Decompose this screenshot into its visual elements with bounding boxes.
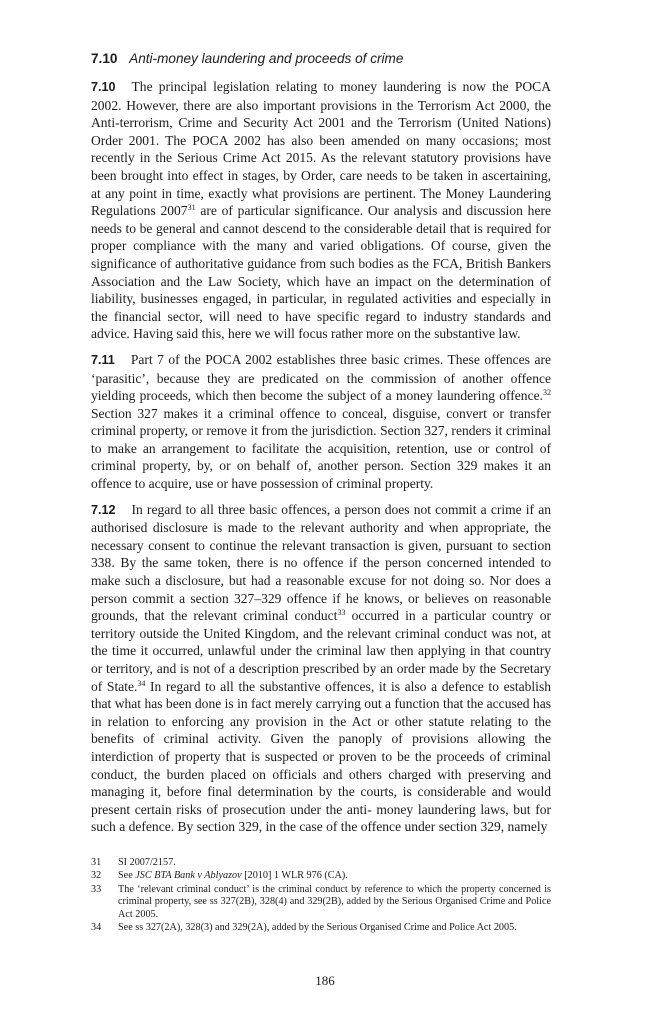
paragraph-number: 7.10: [91, 80, 116, 94]
paragraph-text: occurred in a particular country or territory outside the United Kingdom, and the relevant criminal conduct was not, at the time it occurred, unlawful under the criminal law then applying in that country or territory, and is not of a description prescribed by an order made by the Secretary of State.: [91, 608, 551, 694]
footnotes: [91, 857, 551, 935]
case-name: JSC BTA Bank v Ablyazov: [135, 870, 242, 882]
footnote-text-part: The ‘relevant criminal conduct’ is the criminal conduct by reference to which the property concerned is criminal property, see ss 327(2B), 328(4) and 329(2B), added by the Serious Organised Crime and Police Act 2005.: [118, 883, 551, 920]
paragraph-text: In regard to all three basic offences, a person does not commit a crime if an authorised disclosure is made to the relevant authority and when appropriate, the necessary consent to continue the relevant transaction is given, pursuant to section 338. By the same token, there is no offence if the person concerned intended to make such a disclosure, but had a reasonable excuse for not doing so. Nor does a person commit a section 327–329 offence if he knows, or believes on reasonable grounds, that the relevant criminal conduct: [91, 501, 551, 624]
page-number: 186: [315, 973, 335, 988]
section-heading: [91, 49, 551, 69]
footnote-text: [118, 857, 551, 869]
paragraph-7-11: [91, 351, 551, 493]
paragraph-number: 7.11: [91, 352, 115, 367]
footnote-text-part: See ss 327(2A), 328(3) and 329(2A), added by the Serious Organised Crime and Police Act 2005.: [118, 922, 517, 934]
footnote-number: 33: [91, 883, 102, 895]
paragraph-text: In regard to all the substantive offences, it is also a defence to establish that what has been done is in fact merely carrying out a function that the accused has in relation to enforcing any provision in the Act or other statute relating to the benefits of criminal activity. Given the panoply of provisions allowing the interdiction of property that is suspected or proven to be the proceeds of criminal conduct, the burden placed on officials and others charged with preserving and managing it, before final determination by the courts, is considerable and would present certain risks of prosecution under the anti- money laundering laws, but for such a defence. By section 329, in the case of the offence under section 329, namely: [91, 678, 551, 835]
footnote-31: [91, 857, 551, 869]
footnote-text: [118, 884, 551, 921]
footnote-32: [91, 870, 551, 882]
section-heading-number: 7.10: [91, 51, 118, 66]
footnote-ref: 31: [187, 203, 196, 213]
footnote-text-part: See: [118, 870, 136, 882]
paragraph-text: Part 7 of the POCA 2002 establishes three basic crimes. These offences are ‘parasitic’, because they are predicated on the commission of another offence yielding proceeds, which then become the subject of a money laundering offence.: [91, 351, 551, 404]
footnote-ref: 33: [337, 608, 346, 618]
footnote-number: 31: [91, 857, 102, 868]
footnote-text-part: [2010] 1 WLR 976 (CA).: [241, 870, 348, 882]
paragraph-number: 7.12: [91, 502, 116, 517]
paragraph-text: Section 327 makes it a criminal offence to conceal, disguise, convert or transfer criminal property, or remove it from the jurisdiction. Section 327, renders it criminal to make an arrangement to facilitate the acquisition, retention, use or control of criminal property, by, or on behalf of, another person. Section 329 makes it an offence to acquire, use or have possession of criminal property.: [91, 405, 551, 492]
footnote-number: 32: [91, 870, 102, 882]
paragraph-text: The principal legislation relating to money laundering is now the POCA 2002. However, there are also important provisions in the Terrorism Act 2000, the Anti-terrorism, Crime and Security Act 2001 and the Terrorism (United Nations) Order 2001. The POCA 2002 has also been amended on many occasions; most recently in the Serious Crime Act 2015. As the relevant statutory provisions have been brought into effect in stages, by Order, care needs to be taken in ascertaining, at any point in time, exactly what provisions are pertinent. The Money Laundering Regulations 2007: [91, 79, 551, 219]
footnote-number: 34: [91, 922, 102, 934]
footnote-ref: 34: [137, 678, 146, 688]
page-body: [91, 49, 551, 844]
section-heading-title: Anti-money laundering and proceeds of crime: [129, 51, 404, 66]
footnote-text-part: SI 2007/2157.: [118, 857, 176, 868]
footnote-33: [91, 884, 551, 921]
footnote-34: [91, 922, 551, 934]
footnote-text: [118, 870, 551, 882]
paragraph-7-12: [91, 501, 551, 836]
footnote-ref: 32: [543, 388, 551, 398]
footnote-text: [118, 922, 551, 934]
paragraph-text: are of particular significance. Our analysis and discussion here needs to be general and cannot descend to the considerable detail that is required for proper compliance with the many and varied obligations. Of course, given the significance of authoritative guidance from such bodies as the FCA, British Bankers Association and the Law Society, which have an impact on the determination of liability, businesses engaged, in particular, in regulated activities and especially in the financial sector, will need to have specific regard to industry standards and advice. Having said this, here we will focus rather more on the substantive law.: [91, 203, 551, 342]
paragraph-7-10: [91, 78, 551, 343]
